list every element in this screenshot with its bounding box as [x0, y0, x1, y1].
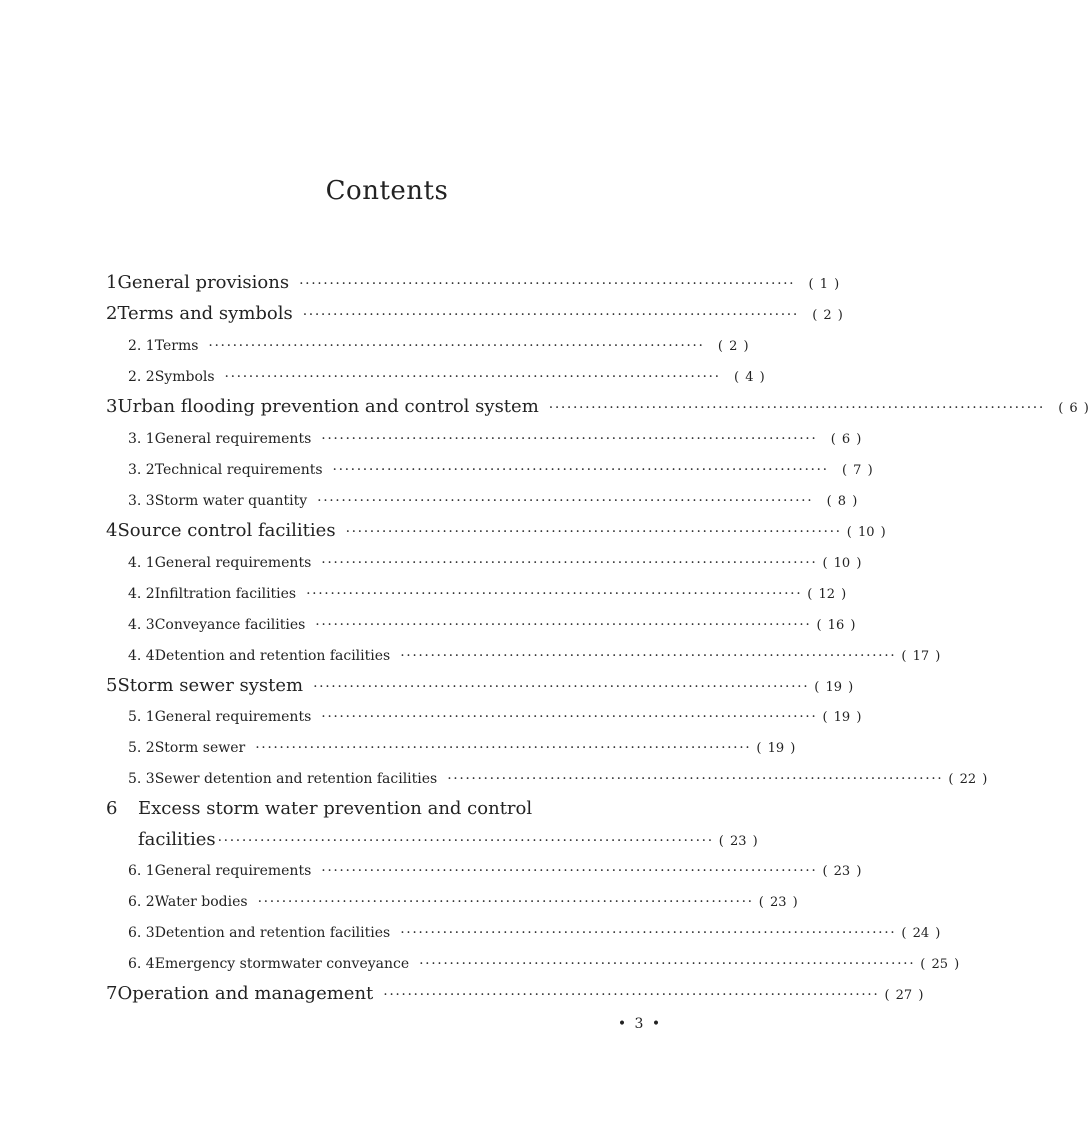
dot-leader: ·················································································· [321, 555, 818, 571]
entry-title: General requirements [154, 431, 312, 447]
toc-entry-6-continued[interactable] [138, 829, 758, 850]
dot-leader: ·················································································· [208, 338, 705, 354]
entry-title: General requirements [154, 555, 312, 571]
toc-entry-5-1[interactable] [128, 709, 862, 725]
toc-entry-2-2[interactable] [128, 369, 765, 385]
dot-leader: ·················································································· [255, 740, 752, 756]
dot-leader: ·················································································· [447, 771, 944, 787]
toc-entry-4[interactable] [106, 520, 886, 541]
toc-entry-3[interactable] [106, 396, 1089, 417]
entry-title: Operation and management [117, 983, 374, 1004]
entry-title: Source control facilities [117, 520, 336, 541]
entry-number: 3. 1 [128, 431, 155, 447]
entry-title: General requirements [154, 709, 312, 725]
toc-entry-5[interactable] [106, 675, 854, 696]
entry-title: Technical requirements [154, 462, 323, 478]
entry-number: 6. 3 [128, 925, 155, 941]
dot-leader: ·················································································· [217, 833, 714, 849]
page-title: Contents [325, 176, 449, 206]
toc-entry-4-1[interactable] [128, 555, 862, 571]
entry-page: ( 16 ) [816, 618, 856, 633]
entry-title: Conveyance facilities [154, 617, 306, 633]
entry-number: 5. 3 [128, 771, 155, 787]
entry-number: 3 [106, 396, 118, 417]
entry-number: 6. 4 [128, 956, 155, 972]
entry-title: Terms [154, 338, 199, 354]
entry-number: 2 [106, 303, 118, 324]
toc-entry-1[interactable] [106, 272, 840, 293]
entry-page: ( 25 ) [920, 957, 960, 972]
entry-title: Infiltration facilities [154, 586, 297, 602]
entry-page: ( 23 ) [718, 834, 758, 849]
dot-leader: ·················································································· [400, 925, 897, 941]
entry-number: 5. 1 [128, 709, 155, 725]
entry-title: Terms and symbols [117, 303, 293, 324]
entry-number: 3. 3 [128, 493, 155, 509]
dot-leader: ·················································································· [321, 431, 818, 447]
dot-leader: ·················································································· [224, 369, 721, 385]
entry-number: 3. 2 [128, 462, 155, 478]
dot-leader: ·················································································· [257, 894, 754, 910]
entry-page: ( 19 ) [756, 741, 796, 756]
entry-page: ( 4 ) [733, 370, 765, 385]
toc-entry-2[interactable] [106, 303, 843, 324]
entry-title: Storm water quantity [154, 493, 308, 509]
entry-number: 2. 1 [128, 338, 155, 354]
dot-leader: ·················································································· [306, 586, 803, 602]
entry-number: 5 [106, 675, 118, 696]
dot-leader: ·················································································· [313, 679, 810, 695]
dot-leader: ·················································································· [321, 863, 818, 879]
dot-leader: ·················································································· [332, 462, 829, 478]
dot-leader: ·················································································· [400, 648, 897, 664]
entry-number: 6. 2 [128, 894, 155, 910]
toc-entry-4-3[interactable] [128, 617, 856, 633]
toc-entry-3-2[interactable] [128, 462, 873, 478]
entry-page: ( 6 ) [1058, 401, 1089, 416]
entry-title: Emergency stormwater conveyance [154, 956, 410, 972]
entry-page: ( 22 ) [948, 772, 988, 787]
toc-entry-4-2[interactable] [128, 586, 847, 602]
dot-leader: ·················································································· [345, 524, 842, 540]
entry-title: Sewer detention and retention facilities [154, 771, 438, 787]
toc-entry-4-4[interactable] [128, 648, 941, 664]
dot-leader: ·················································································· [317, 493, 814, 509]
entry-number: 4. 1 [128, 555, 155, 571]
entry-number: 6 [106, 798, 118, 819]
dot-leader: ·················································································· [302, 307, 799, 323]
toc-entry-5-3[interactable] [128, 771, 988, 787]
entry-page: ( 23 ) [758, 895, 798, 910]
toc-entry-2-1[interactable] [128, 338, 749, 354]
entry-number: 7 [106, 983, 118, 1004]
toc-entry-3-1[interactable] [128, 431, 862, 447]
entry-number: 4. 3 [128, 617, 155, 633]
entry-number: 4. 4 [128, 648, 155, 664]
entry-number: 6. 1 [128, 863, 155, 879]
entry-page: ( 12 ) [807, 587, 847, 602]
entry-page: ( 1 ) [808, 277, 840, 292]
toc-entry-7[interactable] [106, 983, 924, 1004]
entry-page: ( 2 ) [717, 339, 749, 354]
dot-leader: ·················································································· [321, 709, 818, 725]
dot-leader: ·················································································· [315, 617, 812, 633]
entry-page: ( 17 ) [901, 649, 941, 664]
entry-page: ( 23 ) [822, 864, 862, 879]
entry-page: ( 2 ) [812, 308, 843, 323]
entry-title: Water bodies [154, 894, 248, 910]
entry-title: Urban flooding prevention and control system [117, 396, 539, 417]
entry-page: ( 19 ) [814, 680, 854, 695]
entry-number: 2. 2 [128, 369, 155, 385]
entry-page: ( 7 ) [841, 463, 873, 478]
entry-title: General provisions [117, 272, 290, 293]
entry-number: 5. 2 [128, 740, 155, 756]
entry-page: ( 24 ) [901, 926, 941, 941]
entry-number: 4 [106, 520, 118, 541]
entry-title: Detention and retention facilities [154, 925, 391, 941]
entry-page: ( 8 ) [826, 494, 858, 509]
toc-entry-6[interactable] [106, 798, 680, 819]
toc-entry-6-1[interactable] [128, 863, 862, 879]
page-number: • 3 • [617, 1016, 663, 1032]
entry-page: ( 27 ) [884, 988, 924, 1003]
entry-number: 4. 2 [128, 586, 155, 602]
dot-leader: ·················································································· [419, 956, 916, 972]
dot-leader: ·················································································· [383, 987, 880, 1003]
entry-number: 1 [106, 272, 118, 293]
toc-entry-6-4[interactable] [128, 956, 960, 972]
entry-title: Detention and retention facilities [154, 648, 391, 664]
entry-page: ( 10 ) [822, 556, 862, 571]
entry-title: Excess storm water prevention and control [138, 798, 533, 819]
toc-entry-6-3[interactable] [128, 925, 941, 941]
entry-page: ( 6 ) [830, 432, 862, 447]
toc-entry-5-2[interactable] [128, 740, 796, 756]
dot-leader: ·················································································· [548, 400, 1045, 416]
toc-entry-6-2[interactable] [128, 894, 798, 910]
toc-entry-3-3[interactable] [128, 493, 858, 509]
entry-title-continued: facilities [138, 829, 216, 850]
entry-page: ( 19 ) [822, 710, 862, 725]
dot-leader: ·················································································· [299, 276, 796, 292]
entry-title: Storm sewer [154, 740, 246, 756]
entry-title: Symbols [154, 369, 215, 385]
entry-title: Storm sewer system [117, 675, 304, 696]
entry-page: ( 10 ) [846, 525, 886, 540]
entry-title: General requirements [154, 863, 312, 879]
